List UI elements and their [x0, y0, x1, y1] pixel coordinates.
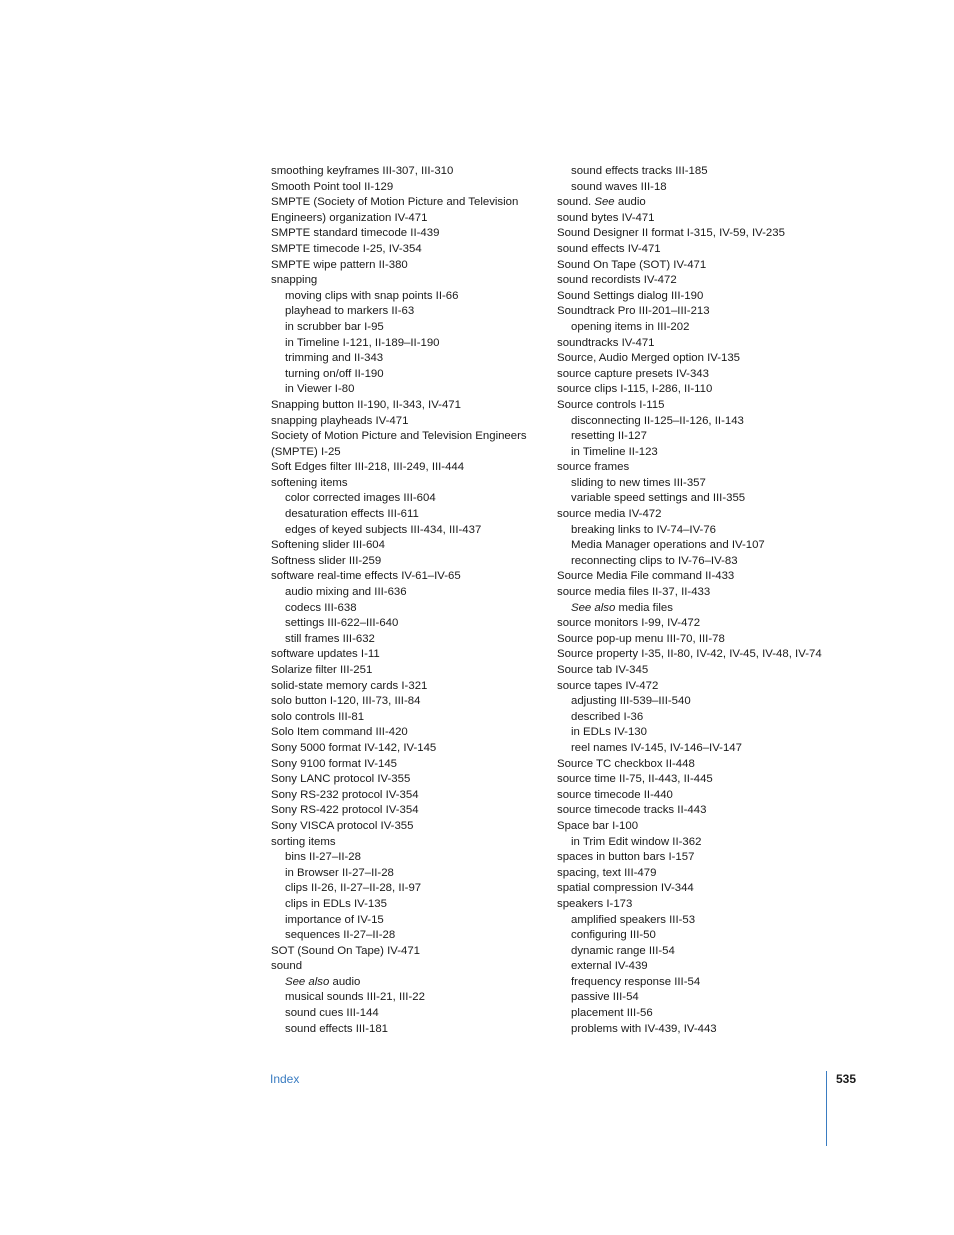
- index-entry: Engineers) organization IV-471: [271, 211, 428, 224]
- index-entry: snapping: [271, 274, 318, 287]
- index-subentry: dynamic range III-54: [571, 944, 675, 957]
- cross-reference-label: See also: [571, 601, 616, 614]
- index-subentry: sound effects tracks III-185: [571, 165, 708, 177]
- index-entry: softening items: [271, 476, 348, 489]
- index-entry: source media IV-472: [557, 508, 662, 521]
- index-entry: smoothing keyframes III-307, III-310: [271, 165, 454, 177]
- index-entry: Sound Designer II format I-315, IV-59, IV-235: [557, 227, 785, 240]
- index-subentry: color corrected images III-604: [285, 492, 436, 505]
- index-entry: Soundtrack Pro III-201–III-213: [557, 305, 710, 318]
- index-subentry: in Timeline II-123: [571, 445, 658, 458]
- index-subentry: adjusting III-539–III-540: [571, 695, 691, 708]
- index-entry: SMPTE wipe pattern II-380: [271, 258, 408, 271]
- index-entry: source time II-75, II-443, II-445: [557, 773, 713, 786]
- index-entry: Smooth Point tool II-129: [271, 180, 394, 193]
- index-subentry: variable speed settings and III-355: [571, 492, 746, 505]
- index-entry-term: sound.: [557, 196, 595, 209]
- index-subentry: [271, 975, 541, 991]
- index-entry: source clips I-115, I-286, II-110: [557, 383, 713, 396]
- index-entry: sorting items: [271, 835, 336, 848]
- index-entry: Source TC checkbox II-448: [557, 757, 695, 770]
- index-entry: Source Media File command II-433: [557, 570, 735, 583]
- index-subentry: breaking links to IV-74–IV-76: [571, 523, 717, 536]
- index-subentry: problems with IV-439, IV-443: [571, 1022, 717, 1035]
- index-entry: Society of Motion Picture and Television Engineers: [271, 430, 527, 443]
- index-entry: Source, Audio Merged option IV-135: [557, 352, 741, 365]
- index-entry: spatial compression IV-344: [557, 882, 694, 895]
- index-entry: Sony VISCA protocol IV-355: [271, 819, 414, 832]
- index-entry: Source property I-35, II-80, IV-42, IV-45, IV-48, IV-74: [557, 648, 822, 661]
- index-entry: sound effects IV-471: [557, 242, 661, 255]
- index-entry: source timecode II-440: [557, 788, 673, 801]
- cross-reference-target: audio: [614, 196, 646, 209]
- index-subentry: codecs III-638: [285, 601, 357, 614]
- index-entry: (SMPTE) I-25: [271, 445, 341, 458]
- index-entry: [557, 195, 837, 211]
- index-subentry: sound effects III-181: [285, 1022, 389, 1035]
- index-subentry: opening items in III-202: [571, 320, 690, 333]
- index-subentry: clips II-26, II-27–II-28, II-97: [285, 882, 422, 895]
- index-entry: sound recordists IV-472: [557, 274, 677, 287]
- index-subentry: clips in EDLs IV-135: [285, 897, 387, 910]
- index-entry: snapping playheads IV-471: [271, 414, 409, 427]
- index-subentry: moving clips with snap points II-66: [285, 289, 459, 302]
- index-column-right: [557, 164, 837, 1037]
- index-subentry: trimming and II-343: [285, 352, 384, 365]
- index-entry: spacing, text III-479: [557, 866, 657, 879]
- footer-section-label: Index: [270, 1072, 300, 1086]
- index-entry: Solo Item command III-420: [271, 726, 408, 739]
- index-entry: Sony RS-422 protocol IV-354: [271, 804, 419, 817]
- index-entry: Sound On Tape (SOT) IV-471: [557, 258, 707, 271]
- index-subentry: disconnecting II-125–II-126, II-143: [571, 414, 744, 427]
- index-entry: SMPTE standard timecode II-439: [271, 227, 440, 240]
- index-subentry: resetting II-127: [571, 430, 647, 443]
- index-entry: sound bytes IV-471: [557, 211, 655, 224]
- index-subentry: passive III-54: [571, 991, 639, 1004]
- index-subentry: playhead to markers II-63: [285, 305, 415, 318]
- index-entry: Snapping button II-190, II-343, IV-471: [271, 398, 461, 411]
- index-entry: Soft Edges filter III-218, III-249, III-444: [271, 461, 465, 474]
- index-subentry: still frames III-632: [285, 632, 375, 645]
- page-number: 535: [836, 1072, 857, 1086]
- index-entry: Sony RS-232 protocol IV-354: [271, 788, 419, 801]
- index-subentry: external IV-439: [571, 960, 648, 973]
- index-entry: software updates I-11: [271, 648, 380, 661]
- index-entry: Sound Settings dialog III-190: [557, 289, 704, 302]
- index-subentry: sequences II-27–II-28: [285, 929, 396, 942]
- index-entry: Solarize filter III-251: [271, 664, 373, 676]
- index-column-left: [271, 164, 541, 1037]
- index-subentry: described I-36: [571, 710, 644, 723]
- index-entry: source media files II-37, II-433: [557, 586, 711, 599]
- index-subentry: placement III-56: [571, 1007, 653, 1020]
- index-entry: solid-state memory cards I-321: [271, 679, 428, 692]
- index-entry: Sony 5000 format IV-142, IV-145: [271, 741, 437, 754]
- cross-reference-label: See also: [285, 975, 330, 988]
- index-subentry: desaturation effects III-611: [285, 508, 419, 521]
- index-entry: SOT (Sound On Tape) IV-471: [271, 944, 421, 957]
- index-subentry: sliding to new times III-357: [571, 476, 706, 489]
- footer-divider: [826, 1071, 827, 1146]
- cross-reference-target: audio: [329, 975, 361, 988]
- index-subentry: amplified speakers III-53: [571, 913, 696, 926]
- index-entry: solo controls III-81: [271, 710, 365, 723]
- index-entry: Softness slider III-259: [271, 554, 382, 567]
- index-subentry: in Trim Edit window II-362: [571, 835, 702, 848]
- index-entry: Sony 9100 format IV-145: [271, 757, 398, 770]
- index-entry: soundtracks IV-471: [557, 336, 655, 349]
- index-entry: software real-time effects IV-61–IV-65: [271, 570, 461, 583]
- index-entry: Sony LANC protocol IV-355: [271, 773, 411, 786]
- index-subentry: reconnecting clips to IV-76–IV-83: [571, 554, 738, 567]
- index-subentry: settings III-622–III-640: [285, 617, 399, 630]
- index-entry: sound: [271, 960, 303, 973]
- index-subentry: in EDLs IV-130: [571, 726, 647, 739]
- index-entry: source frames: [557, 461, 630, 474]
- index-entry: source tapes IV-472: [557, 679, 659, 692]
- index-entry: Source tab IV-345: [557, 664, 649, 676]
- index-subentry: [557, 601, 837, 617]
- cross-reference-target: media files: [615, 601, 673, 614]
- index-entry: Source pop-up menu III-70, III-78: [557, 632, 725, 645]
- index-entry: source timecode tracks II-443: [557, 804, 707, 817]
- index-entry: spaces in button bars I-157: [557, 851, 695, 864]
- index-subentry: sound cues III-144: [285, 1007, 379, 1020]
- index-subentry: edges of keyed subjects III-434, III-437: [285, 523, 482, 536]
- index-entry: source monitors I-99, IV-472: [557, 617, 701, 630]
- index-subentry: in Browser II-27–II-28: [285, 866, 394, 879]
- index-subentry: in scrubber bar I-95: [285, 320, 384, 333]
- index-entry: Source controls I-115: [557, 398, 665, 411]
- index-subentry: sound waves III-18: [571, 180, 667, 193]
- index-subentry: reel names IV-145, IV-146–IV-147: [571, 741, 742, 754]
- index-subentry: audio mixing and III-636: [285, 586, 407, 599]
- index-subentry: musical sounds III-21, III-22: [285, 991, 425, 1004]
- index-subentry: configuring III-50: [571, 929, 656, 942]
- index-subentry: in Timeline I-121, II-189–II-190: [285, 336, 440, 349]
- index-subentry: bins II-27–II-28: [285, 851, 361, 864]
- index-subentry: importance of IV-15: [285, 913, 384, 926]
- index-subentry: in Viewer I-80: [285, 383, 355, 396]
- index-subentry: turning on/off II-190: [285, 367, 384, 380]
- index-subentry: Media Manager operations and IV-107: [571, 539, 765, 552]
- index-entry: SMPTE (Society of Motion Picture and Television: [271, 196, 519, 209]
- index-entry: solo button I-120, III-73, III-84: [271, 695, 421, 708]
- index-entry: Space bar I-100: [557, 819, 639, 832]
- index-subentry: frequency response III-54: [571, 975, 701, 988]
- cross-reference-label: See: [594, 196, 615, 209]
- index-entry: SMPTE timecode I-25, IV-354: [271, 242, 422, 255]
- index-entry: speakers I-173: [557, 897, 633, 910]
- index-entry: Softening slider III-604: [271, 539, 385, 552]
- index-entry: source capture presets IV-343: [557, 367, 709, 380]
